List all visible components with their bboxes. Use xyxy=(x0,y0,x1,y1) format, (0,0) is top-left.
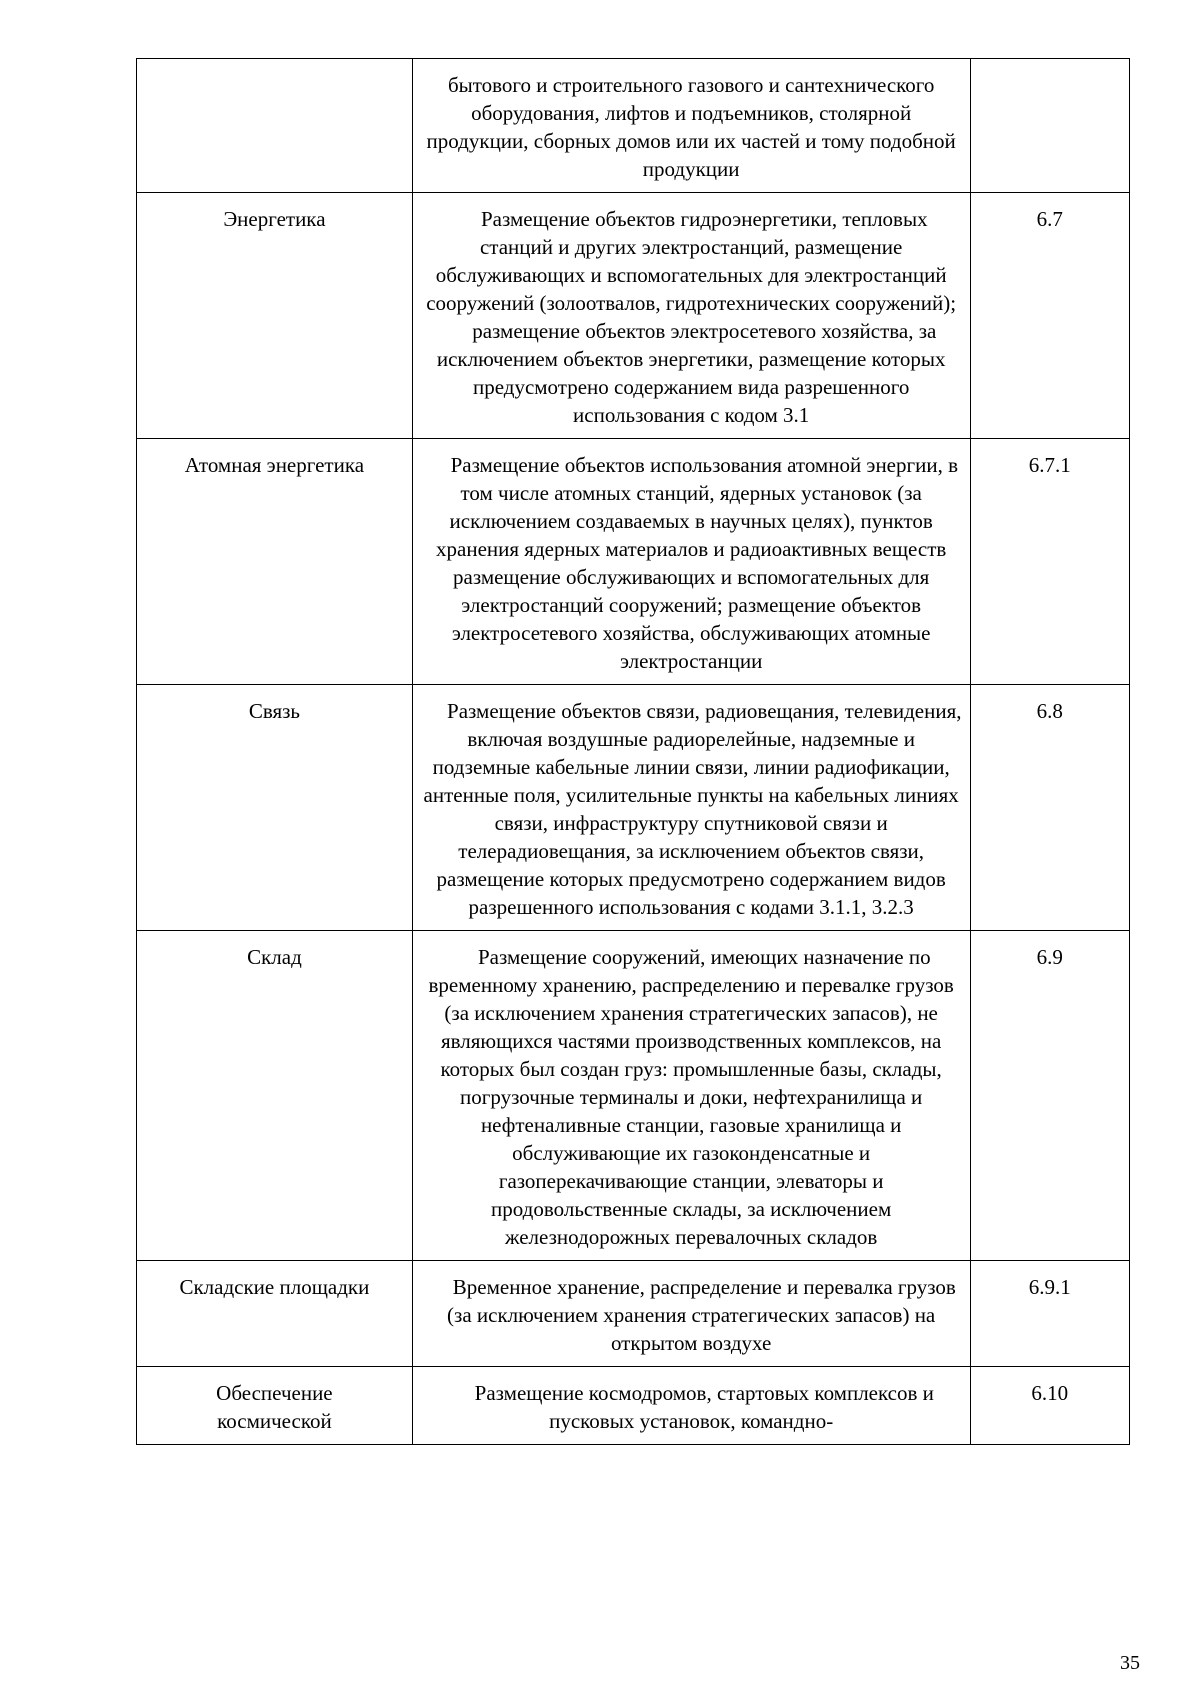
type-name-cell: Энергетика xyxy=(137,193,413,439)
description-cell xyxy=(412,931,970,1261)
type-name-cell: Складские площадки xyxy=(137,1261,413,1367)
table-row xyxy=(137,1261,1130,1367)
description-cell xyxy=(412,193,970,439)
land-use-table xyxy=(136,58,1130,1445)
table-row xyxy=(137,1367,1130,1445)
description-cell xyxy=(412,439,970,685)
type-name-cell xyxy=(137,59,413,193)
type-name-cell: Склад xyxy=(137,931,413,1261)
code-cell: 6.9 xyxy=(970,931,1130,1261)
type-name-cell: Атомная энергетика xyxy=(137,439,413,685)
code-cell xyxy=(970,59,1130,193)
table-row xyxy=(137,685,1130,931)
type-name-cell: Обеспечение космической xyxy=(137,1367,413,1445)
description-text: Размещение сооружений, имеющих назначение по временному хранению, распределению и перевалке грузов (за исключением хранения стратегических запасов), не являющихся частями производственных комплексов, на которых был создан груз: промышленные базы, склады, погрузочные терминалы и доки, нефтехранилища и нефтеналивные станции, газовые хранилища и обслуживающие их газоконденсатные и газоперекачивающие станции, элеваторы и продовольственные склады, за исключением железнодорожных перевалочных складов xyxy=(428,945,954,1249)
table-row xyxy=(137,931,1130,1261)
code-cell: 6.7.1 xyxy=(970,439,1130,685)
description-text: Размещение объектов использования атомной энергии, в том числе атомных станций, ядерных установок (за исключением создаваемых в научных целях), пунктов хранения ядерных материалов и радиоактивных веществ размещение обслуживающих и вспомогательных для электростанций сооружений; размещение объектов электросетевого хозяйства, обслуживающих атомные электростанции xyxy=(436,453,959,673)
description-cell xyxy=(412,685,970,931)
table-row xyxy=(137,59,1130,193)
description-text: Размещение объектов гидроэнергетики, тепловых станций и других электростанций, размещение обслуживающих и вспомогательных для электростанций сооружений (золоотвалов, гидротехнических сооружений); xyxy=(426,207,957,315)
type-name-cell: Связь xyxy=(137,685,413,931)
description-text: Временное хранение, распределение и перевалка грузов (за исключением хранения стратегических запасов) на открытом воздухе xyxy=(447,1275,956,1355)
page-number: 35 xyxy=(1120,1652,1140,1674)
code-cell: 6.7 xyxy=(970,193,1130,439)
code-cell: 6.8 xyxy=(970,685,1130,931)
code-cell: 6.10 xyxy=(970,1367,1130,1445)
description-text: бытового и строительного газового и сантехнического оборудования, лифтов и подъемников, столярной продукции, сборных домов или их частей и тому подобной продукции xyxy=(426,73,956,181)
table-row xyxy=(137,439,1130,685)
table-row xyxy=(137,193,1130,439)
description-text: размещение объектов электросетевого хозяйства, за исключением объектов энергетики, размещение которых предусмотрено содержанием вида разрешенного использования с кодом 3.1 xyxy=(436,319,946,427)
description-cell xyxy=(412,59,970,193)
description-text: Размещение объектов связи, радиовещания, телевидения, включая воздушные радиорелейные, надземные и подземные кабельные линии связи, линии радиофикации, антенные поля, усилительные пункты на кабельных линиях связи, инфраструктуру спутниковой связи и телерадиовещания, за исключением объектов связи, размещение которых предусмотрено содержанием видов разрешенного использования с кодами 3.1.1, 3.2.3 xyxy=(423,699,962,919)
description-text: Размещение космодромов, стартовых комплексов и пусковых установок, командно- xyxy=(474,1381,934,1433)
code-cell: 6.9.1 xyxy=(970,1261,1130,1367)
description-cell xyxy=(412,1367,970,1445)
description-cell xyxy=(412,1261,970,1367)
